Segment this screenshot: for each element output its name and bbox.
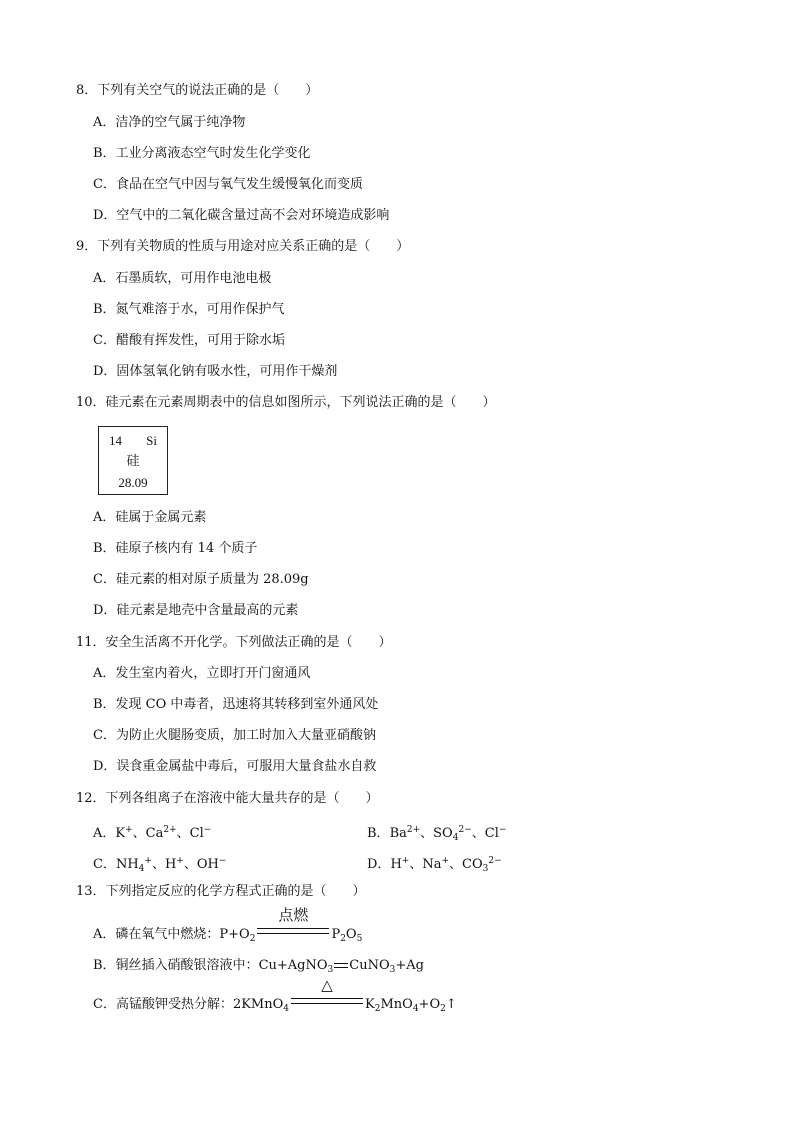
question-12-option-d — [367, 852, 502, 878]
ion-text: 、H — [151, 857, 177, 872]
ion-text: 、Cl — [471, 826, 499, 841]
formula-text: P+O — [219, 927, 250, 942]
reaction-condition-text: 点燃 — [278, 906, 309, 924]
ion-charge: − — [203, 825, 212, 835]
element-atomic-number: 14 — [109, 433, 122, 448]
ion-subscript: 3 — [482, 864, 489, 874]
formula-text: O — [345, 927, 357, 942]
option-text: B．铜丝插入硝酸银溶液中： — [93, 958, 259, 973]
element-name: 硅 — [126, 453, 140, 468]
ion-charge: 2+ — [163, 825, 177, 835]
question-10-option-a: A．硅属于金属元素 — [93, 510, 207, 525]
periodic-table-cell-silicon — [98, 426, 168, 495]
ion-charge: 2− — [458, 825, 472, 835]
reaction-condition-equals — [289, 976, 365, 1008]
question-10-stem: 10．硅元素在元素周期表中的信息如图所示，下列说法正确的是（ ） — [76, 395, 496, 410]
question-13-option-c — [93, 976, 457, 1018]
question-9-option-c: C．醋酸有挥发性，可用于除水垢 — [93, 333, 285, 348]
formula-subscript: 5 — [356, 934, 363, 944]
question-10-option-c: C．硅元素的相对原子质量为 28.09g — [93, 572, 309, 587]
element-atomic-mass: 28.09 — [118, 475, 148, 490]
ion-text: 、SO — [420, 826, 453, 841]
element-symbol: Si — [146, 433, 157, 448]
question-13-option-a — [93, 906, 363, 948]
reaction-condition-equals — [255, 906, 331, 938]
ion-text: H — [390, 857, 402, 872]
question-11-option-c: C．为防止火腿肠变质，加工时加入大量亚硝酸钠 — [93, 728, 376, 743]
question-12-option-a — [93, 821, 211, 843]
question-10-option-b: B．硅原子核内有 14 个质子 — [93, 541, 258, 556]
gas-arrow-icon: ↑ — [445, 997, 457, 1012]
option-label: A． — [93, 826, 116, 841]
formula-text: +O — [418, 997, 441, 1012]
formula-text: K — [365, 997, 375, 1012]
question-8-option-a: A．洁净的空气属于纯净物 — [93, 115, 246, 130]
question-11-option-b: B．发现 CO 中毒者，迅速将其转移到室外通风处 — [93, 697, 379, 712]
formula-subscript: 2 — [440, 1004, 446, 1014]
ion-text: 、Cl — [176, 826, 204, 841]
ion-text: 、OH — [183, 857, 219, 872]
question-8-option-d: D．空气中的二氧化碳含量过高不会对环境造成影响 — [93, 208, 390, 223]
question-12-option-c — [93, 852, 226, 878]
option-text: A．磷在氧气中燃烧： — [93, 927, 220, 942]
ion-charge: + — [125, 825, 133, 835]
ion-text: 、Na — [409, 857, 442, 872]
option-label: C． — [93, 857, 116, 872]
option-label: B． — [367, 826, 390, 841]
ion-charge: + — [441, 856, 450, 866]
ion-text: 、CO — [449, 857, 483, 872]
ion-subscript: 4 — [138, 864, 145, 874]
ion-charge: + — [176, 856, 184, 866]
question-9-option-b: B．氮气难溶于水，可用作保护气 — [93, 302, 285, 317]
formula-subscript: 4 — [412, 1004, 419, 1014]
ion-subscript: 4 — [452, 833, 459, 843]
question-13-option-b — [93, 957, 424, 979]
formula-text: CuNO — [349, 958, 390, 973]
ion-text: Ba — [389, 826, 407, 841]
formula-subscript: 4 — [283, 1004, 290, 1014]
question-12-option-b — [367, 821, 506, 847]
formula-subscript: 3 — [327, 965, 334, 975]
question-8-stem: 8．下列有关空气的说法正确的是（ ） — [76, 83, 319, 98]
question-11-option-d: D．误食重金属盐中毒后，可服用大量食盐水自救 — [93, 759, 377, 774]
formula-subscript: 2 — [340, 934, 346, 944]
formula-text: +Ag — [395, 958, 424, 973]
ion-text: NH — [115, 857, 139, 872]
ion-text: 、Ca — [132, 826, 164, 841]
formula-text: P — [331, 927, 341, 942]
question-10-option-d: D．硅元素是地壳中含量最高的元素 — [93, 603, 299, 618]
question-9-option-d: D．固体氢氧化钠有吸水性，可用作干燥剂 — [93, 364, 338, 379]
ion-charge: 2− — [488, 856, 502, 866]
formula-text: 2KMnO — [232, 997, 284, 1012]
option-label: D． — [367, 857, 391, 872]
heat-triangle-icon: △ — [321, 976, 333, 994]
question-13-stem: 13．下列指定反应的化学方程式正确的是（ ） — [76, 884, 366, 899]
question-11-option-a: A．发生室内着火，立即打开门窗通风 — [93, 666, 311, 681]
question-8-option-b: B．工业分离液态空气时发生化学变化 — [93, 146, 311, 161]
formula-subscript: 3 — [389, 965, 396, 975]
question-11-stem: 11．安全生活离不开化学。下列做法正确的是（ ） — [76, 635, 392, 650]
question-12-stem: 12．下列各组离子在溶液中能大量共存的是（ ） — [76, 791, 379, 806]
equals-sign — [334, 963, 348, 968]
ion-charge: + — [401, 856, 410, 866]
question-9-option-a: A．石墨质软，可用作电池电极 — [93, 271, 272, 286]
double-line — [291, 998, 363, 1004]
question-9-stem: 9．下列有关物质的性质与用途对应关系正确的是（ ） — [76, 239, 410, 254]
ion-charge: − — [498, 825, 507, 835]
ion-charge: + — [144, 856, 152, 866]
option-text: C．高锰酸钾受热分解： — [93, 997, 233, 1012]
formula-subscript: 2 — [249, 934, 256, 944]
question-8-option-c: C．食品在空气中因与氧气发生缓慢氧化而变质 — [93, 177, 363, 192]
formula-text: MnO — [380, 997, 413, 1012]
double-line — [257, 928, 329, 934]
formula-subscript: 2 — [374, 1004, 381, 1014]
ion-text: K — [115, 826, 126, 841]
ion-charge: 2+ — [406, 825, 421, 835]
formula-text: Cu+AgNO — [258, 958, 328, 973]
ion-charge: − — [218, 856, 227, 866]
